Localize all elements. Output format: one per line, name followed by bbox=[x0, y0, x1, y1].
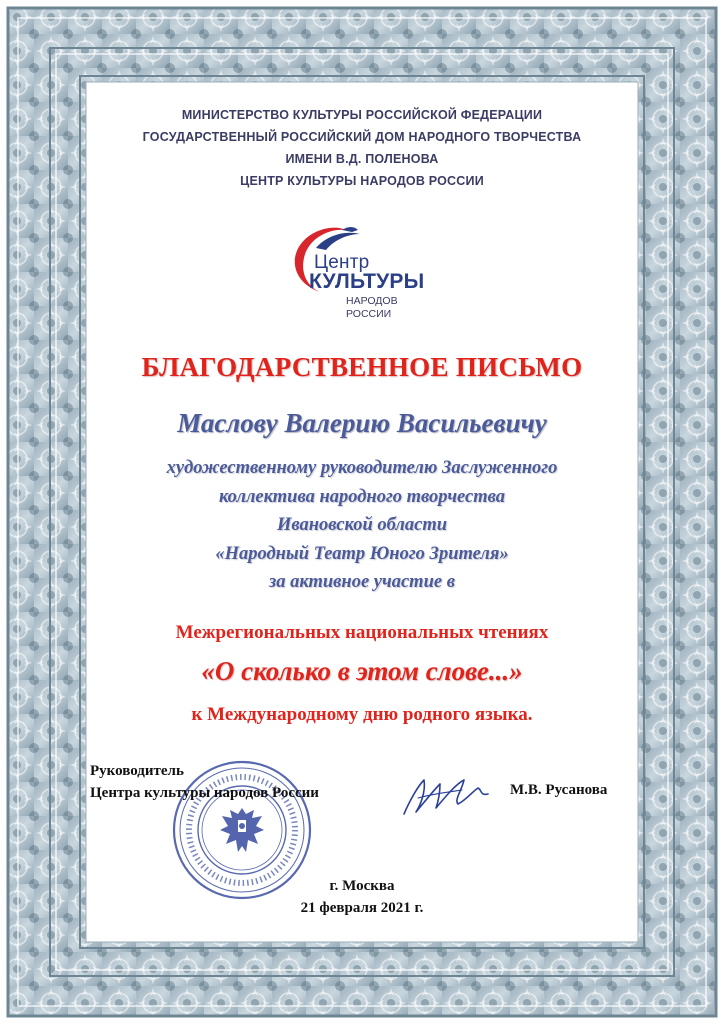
logo-text-culture: КУЛЬТУРЫ bbox=[309, 270, 425, 293]
logo-text-center: Центр bbox=[314, 252, 370, 273]
logo-text-russia: РОССИИ bbox=[346, 308, 392, 320]
signer-role-line2: Центра культуры народов России bbox=[90, 785, 319, 801]
recipient-name: Маслову Валерию Васильевичу bbox=[177, 408, 547, 438]
description-line: «Народный Театр Юного Зрителя» bbox=[215, 543, 509, 564]
logo-text-peoples: НАРОДОВ bbox=[346, 295, 398, 307]
double-headed-eagle-icon bbox=[220, 808, 264, 852]
header-line-center: ЦЕНТР КУЛЬТУРЫ НАРОДОВ РОССИИ bbox=[240, 174, 484, 188]
signer-role-line1: Руководитель bbox=[90, 763, 184, 779]
recipient-description bbox=[90, 454, 634, 597]
header-line-ministry: МИНИСТЕРСТВО КУЛЬТУРЫ РОССИЙСКОЙ ФЕДЕРАЦИИ bbox=[181, 108, 543, 122]
issuer-header bbox=[90, 104, 634, 192]
description-line: за активное участие в bbox=[269, 572, 455, 592]
event-quote: «О сколько в этом слове...» bbox=[201, 656, 523, 686]
place-and-date bbox=[90, 875, 634, 919]
description-line: Ивановской области bbox=[276, 515, 448, 535]
handwritten-signature bbox=[398, 770, 498, 822]
description-line: коллектива народного творчества bbox=[218, 486, 505, 507]
header-line-house: ГОСУДАРСТВЕННЫЙ РОССИЙСКИЙ ДОМ НАРОДНОГО ТВОРЧЕСТВА bbox=[142, 130, 582, 144]
signer-role bbox=[90, 760, 319, 804]
description-line: художественному руководителю Заслуженного bbox=[166, 458, 558, 478]
center-logo bbox=[282, 222, 432, 326]
event-name: Межрегиональных национальных чтениях bbox=[175, 622, 549, 643]
date-text: 21 февраля 2021 г. bbox=[300, 900, 424, 916]
document-title: БЛАГОДАРСТВЕННОЕ ПИСЬМО bbox=[141, 352, 583, 382]
occasion-text: к Международному дню родного языка. bbox=[191, 704, 533, 725]
signer-name: М.В. Русанова bbox=[510, 782, 608, 798]
place-text: г. Москва bbox=[329, 878, 395, 894]
header-line-polenov: ИМЕНИ В.Д. ПОЛЕНОВА bbox=[285, 152, 439, 166]
